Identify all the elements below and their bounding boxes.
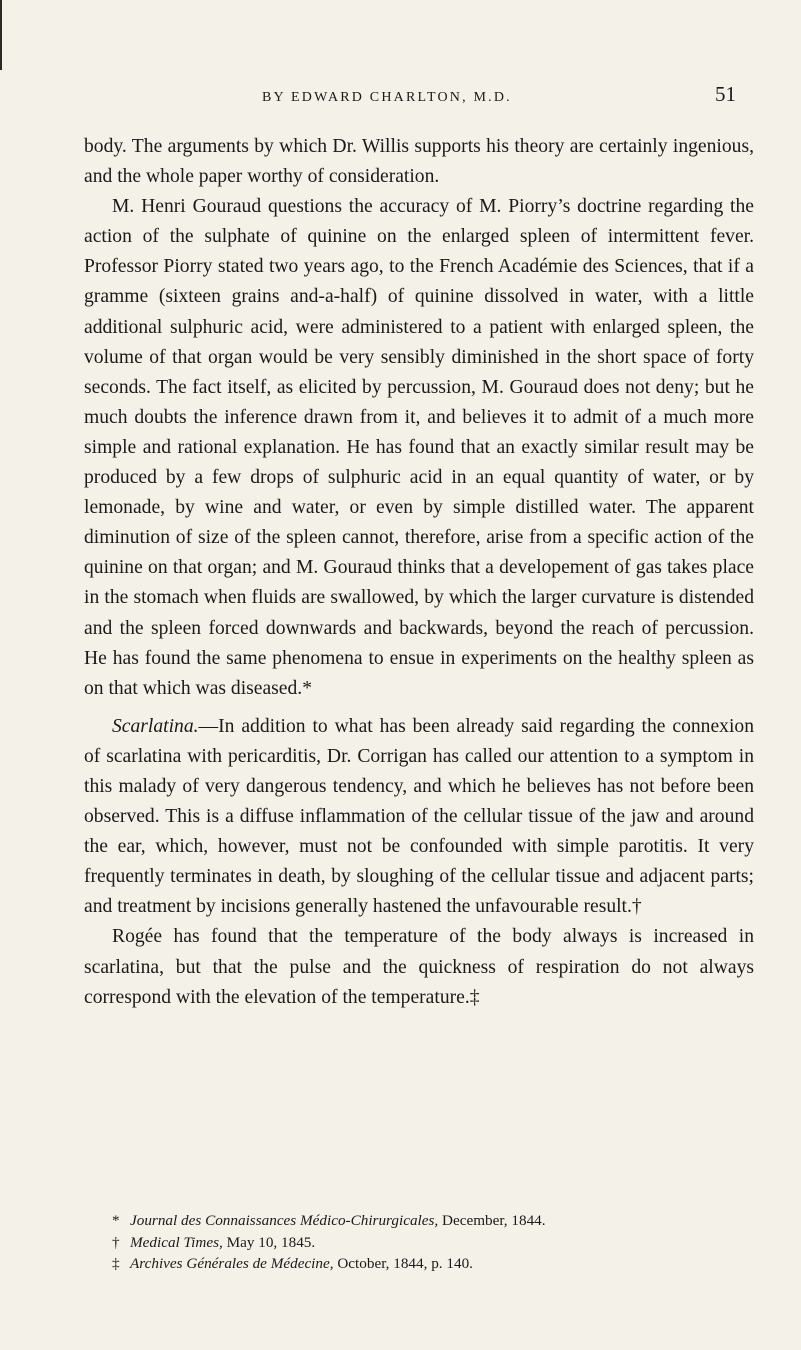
footnote-mark: *: [112, 1212, 120, 1229]
running-head: BY EDWARD CHARLTON, M.D.: [262, 90, 512, 105]
page-edge-line: [0, 0, 2, 70]
paragraph-scarlatina-text: —In addition to what has been already said regarding the connexion of scarlatina with pericarditis, Dr. Corrigan has called our attention to a symptom in this malady of very dangerous tendency, and which he believes has not before been observed. This is a diffuse inflammation of the cellular tissue of the jaw and around the ear, which, however, must not be confounded with simple parotitis. It very frequently terminates in death, by sloughing of the cellular tissue and adjacent parts; and treatment by incisions generally hastened the unfavourable result.†: [84, 715, 754, 918]
footnote-detail: October, 1844, p. 140.: [337, 1255, 473, 1273]
section-heading-scarlatina: Scarlatina.: [112, 715, 199, 737]
page-number: 51: [715, 82, 736, 106]
footnote: [84, 1210, 754, 1232]
footnote-mark: †: [112, 1233, 120, 1251]
footnote-mark: ‡: [112, 1255, 120, 1273]
footnote-source: Medical Times,: [130, 1233, 223, 1251]
paragraph-rogee: Rogée has found that the temperature of the body always is increased in scarlatina, but that the pulse and the quickness of respiration do not always correspond with the elevation of the temperature.‡: [84, 926, 754, 1008]
footnote-detail: May 10, 1845.: [226, 1233, 316, 1251]
page-header: [0, 82, 801, 114]
paragraph-scarlatina: [84, 712, 754, 923]
footnote-source: Archives Générales de Médecine,: [130, 1255, 334, 1273]
paragraph-continuation: body. The arguments by which Dr. Willis supports his theory are certainly ingenious, and the whole paper worthy of consideration.: [84, 136, 754, 188]
paragraph-gouraud: M. Henri Gouraud questions the accuracy of M. Piorry’s doctrine regarding the action of the sulphate of quinine on the enlarged spleen of intermittent fever. Professor Piorry stated two years ago, to the French Académie des Sciences, that if a gramme (sixteen grains and-a-half) of quinine dissolved in water, with a little additional sulphuric acid, were administered to a patient with enlarged spleen, the volume of that organ would be very sensibly diminished in the short space of forty seconds. The fact itself, as elicited by percussion, M. Gouraud does not deny; but he much doubts the inference drawn from it, and believes it to admit of a much more simple and rational explanation. He has found that an exactly similar result may be produced by a few drops of sulphuric acid in an equal quantity of water, or by lemonade, by wine and water, or even by simple distilled water. The apparent diminution of size of the spleen cannot, therefore, arise from a specific action of the quinine on that organ; and M. Gouraud thinks that a developement of gas takes place in the stomach when fluids are swallowed, by which the larger curvature is distended and the spleen forced downwards and backwards, beyond the reach of percussion. He has found the same phenomena to ensue in experiments on the healthy spleen as on that which was diseased.*: [84, 196, 754, 699]
footnote: [84, 1253, 754, 1275]
footnote: [84, 1232, 754, 1254]
footnote-source: Journal des Connaissances Médico-Chirurgicales,: [130, 1212, 439, 1229]
footnote-detail: December, 1844.: [442, 1212, 546, 1229]
footnotes: [84, 1210, 754, 1275]
body-text: [84, 132, 754, 1013]
